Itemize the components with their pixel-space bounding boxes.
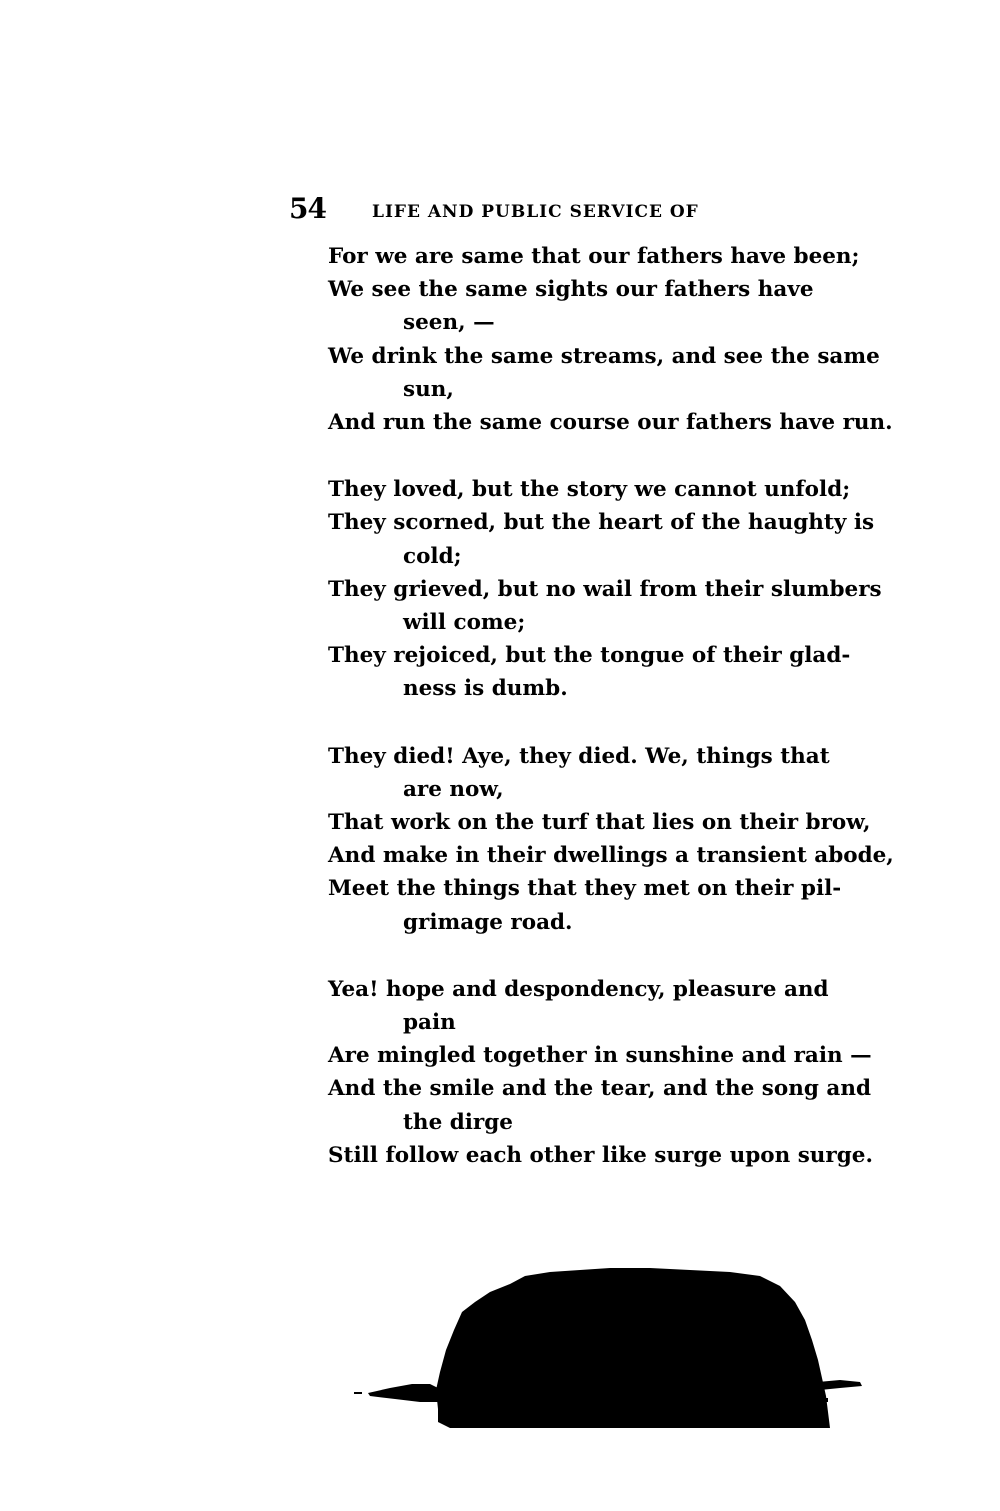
poem-line: Are mingled together in sunshine and rain — [328,1043,872,1069]
poem-line: Still follow each other like surge upon surge. [328,1142,873,1168]
ink-blot-right-dot [822,1398,828,1402]
poem-line: They loved, but the story we cannot unfold; [328,477,851,503]
page-number: 54 [289,192,326,225]
poem-line-continuation: are now, [403,776,504,802]
poem-line: We drink the same streams, and see the same [328,343,880,369]
ink-blot [350,1262,865,1432]
stanza-2 [328,473,882,705]
poem-line-continuation: the dirge [403,1109,513,1135]
ink-blot-left-dash [354,1392,362,1394]
poem-line-continuation: grimage road. [403,909,573,935]
poem-line: And make in their dwellings a transient abode, [328,843,894,869]
poem-line: They scorned, but the heart of the haughty is [328,510,875,536]
poem-line-continuation: pain [403,1010,456,1036]
poem-line-continuation: sun, [403,376,454,402]
ink-blot-right-smear [818,1380,862,1390]
poem-line: We see the same sights our fathers have [328,277,814,303]
running-head: LIFE AND PUBLIC SERVICE OF [372,202,699,222]
poem [328,240,894,1206]
poem-line: And the smile and the tear, and the song and [328,1076,871,1102]
ink-blot-shape [436,1268,830,1428]
poem-line-continuation: ness is dumb. [403,676,568,702]
poem-line: Yea! hope and despondency, pleasure and [328,976,829,1002]
poem-line: That work on the turf that lies on their brow, [328,810,871,836]
stanza-1 [328,240,893,439]
poem-line: They rejoiced, but the tongue of their glad- [328,643,851,669]
stanza-3 [328,740,894,939]
poem-line: Meet the things that they met on their pil- [328,876,842,902]
poem-line-continuation: seen, — [403,310,495,336]
poem-line-continuation: cold; [403,543,462,569]
ink-blot-left-smear [368,1384,442,1402]
poem-line: They grieved, but no wail from their slumbers [328,576,882,602]
stanza-4 [328,973,873,1172]
poem-line-continuation: will come; [403,610,526,636]
poem-line: They died! Aye, they died. We, things that [328,743,830,769]
poem-line: And run the same course our fathers have run. [328,410,893,436]
poem-line: For we are same that our fathers have been; [328,244,860,269]
